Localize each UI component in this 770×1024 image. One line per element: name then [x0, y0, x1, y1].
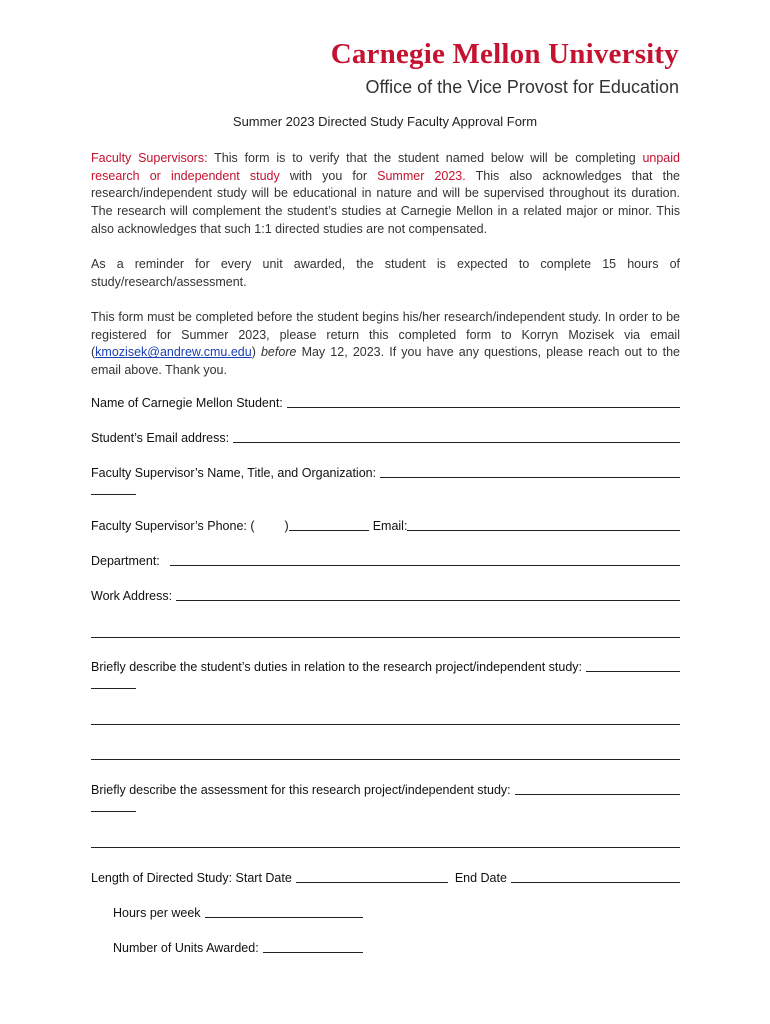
deadline-before: before [260, 345, 297, 360]
intro-text-2: with you for [279, 168, 378, 183]
hours-label: Hours per week [113, 906, 201, 920]
hours-row [113, 906, 363, 920]
form-title: Summer 2023 Directed Study Faculty Approval Form [232, 114, 538, 129]
assessment-field-line-2[interactable] [91, 847, 680, 848]
duties-field-line-3[interactable] [91, 759, 680, 760]
duties-row [91, 660, 680, 674]
duties-field-line-2[interactable] [91, 724, 680, 725]
supervisor-name-field[interactable] [380, 476, 680, 478]
assessment-field[interactable] [515, 793, 680, 795]
end-date-label: End Date [454, 871, 507, 885]
units-field[interactable] [263, 951, 363, 953]
duties-field-continued[interactable] [91, 688, 136, 689]
supervisor-name-label: Faculty Supervisor’s Name, Title, and Organization: [91, 466, 377, 480]
assessment-row [91, 783, 680, 797]
work-address-label: Work Address: [91, 589, 173, 603]
department-label: Department: [91, 554, 160, 568]
assessment-field-continued[interactable] [91, 811, 136, 812]
work-address-field[interactable] [176, 599, 680, 601]
deadline-text-3: May 12, 2023. If you have any questions, please reach out to the email above. Thank you. [91, 345, 680, 378]
department-row [91, 554, 680, 568]
student-name-label: Name of Carnegie Mellon Student: [91, 396, 283, 410]
work-address-field-line-2[interactable] [91, 637, 680, 638]
reminder-paragraph: As a reminder for every unit awarded, the student is expected to complete 15 hours of study/research/assessment. [91, 257, 680, 289]
work-address-row [91, 589, 680, 603]
department-field[interactable] [170, 564, 680, 566]
supervisor-name-field-continued[interactable] [91, 494, 136, 495]
intro-highlight-1: unpaid research or independent study [91, 151, 680, 183]
hours-field[interactable] [205, 916, 363, 918]
duties-label: Briefly describe the student’s duties in relation to the research project/independent study: [91, 660, 583, 674]
intro-text-1: This form is to verify that the student named below will be completing [207, 151, 643, 165]
deadline-text-1: This form must be completed before the student begins his/her research/independent study. In order to be registered for Summer 2023, please return this completed form to Korryn Mozisek via email ( [91, 310, 680, 360]
duties-field[interactable] [586, 670, 680, 672]
length-row [91, 871, 680, 885]
end-date-field[interactable] [511, 881, 680, 883]
contact-email-link[interactable]: kmozisek@andrew.cmu.edu [95, 345, 252, 360]
units-label: Number of Units Awarded: [113, 941, 259, 955]
student-name-row [91, 396, 680, 410]
student-email-row [91, 431, 680, 445]
deadline-text-2: ) [251, 345, 261, 360]
intro-paragraph [91, 150, 680, 239]
intro-highlight-2: Summer 2023. [377, 168, 466, 183]
start-date-field[interactable] [296, 881, 448, 883]
phone-number-field[interactable] [289, 529, 369, 531]
intro-text-3: This also acknowledges that the research/independent study will be educational in nature and will be supervised throughout its duration. The research will complement the student’s studies at Carnegie Mellon in a related major or minor. This also acknowledges that such 1:1 directed studies are not compensated. [91, 168, 680, 236]
student-email-field[interactable] [233, 441, 680, 443]
email-label: Email: [372, 519, 408, 533]
supervisor-phone-label: Faculty Supervisor’s Phone: ( [91, 519, 255, 533]
intro-label: Faculty Supervisors: [91, 151, 208, 165]
cmu-logo: Carnegie Mellon University [330, 38, 679, 70]
student-email-label: Student’s Email address: [91, 431, 230, 445]
supervisor-phone-row [91, 519, 680, 533]
supervisor-name-row [91, 466, 680, 480]
deadline-paragraph [91, 309, 680, 380]
supervisor-email-field[interactable] [407, 529, 680, 531]
start-date-label: Length of Directed Study: Start Date [91, 871, 292, 885]
units-row [113, 941, 363, 955]
office-subtitle: Office of the Vice Provost for Education [365, 77, 679, 97]
assessment-label: Briefly describe the assessment for this research project/independent study: [91, 783, 511, 797]
phone-close-paren: ) [284, 519, 289, 533]
student-name-field[interactable] [287, 406, 680, 408]
